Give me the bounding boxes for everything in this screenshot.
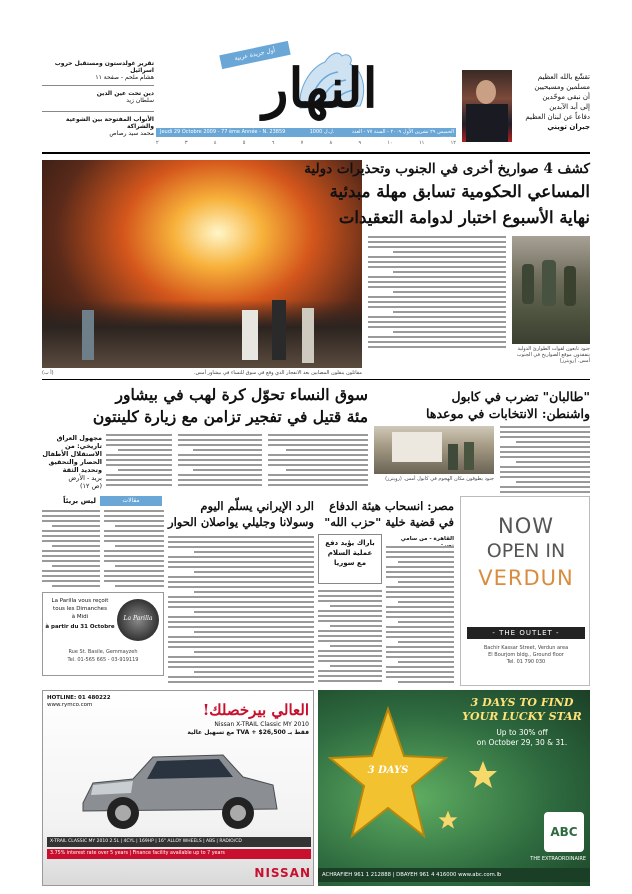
page-nav-item[interactable]: ٧ <box>300 140 304 146</box>
portrait-photo <box>462 70 512 142</box>
abc-line-3: Up to 30% off <box>496 728 548 737</box>
peshawar-body-mid <box>178 434 262 490</box>
iran-headline-1[interactable]: الرد الإيراني يسلّم اليوم <box>200 499 314 513</box>
masthead <box>0 0 632 150</box>
nissan-specs: X-TRAIL CLASSIC MY 2010 2.5L | 4CYL | 169HP | 16" ALLOY WHEELS | ABS | RADIO/CD <box>50 839 242 844</box>
abc-brand: ABC <box>550 825 578 839</box>
barak-box-line: مع سوريا <box>333 559 367 567</box>
teaser-item[interactable] <box>42 116 154 140</box>
opinion-label <box>100 496 162 506</box>
lead-photo-caption-text: مقاتلون ينقلون المصابين بعد الانفجار الذي وقع في سوق للنساء في بيشاور أمس. <box>193 370 362 376</box>
nissan-price: فقط بـ 26,500$ + TVA مع تسهيل عالية <box>187 729 309 736</box>
egypt-body-right <box>386 546 454 686</box>
page-nav-item[interactable]: ٣ <box>184 140 188 146</box>
outlet-brand: - THE OUTLET - <box>492 629 560 637</box>
nissan-finance: 3.75% interest rate over 5 years | Finance facility available up to 7 years <box>50 851 225 856</box>
page-nav-item[interactable]: ٢ <box>156 140 159 146</box>
teaser-line: إلى أبد الآبدين <box>549 103 590 111</box>
teaser-item[interactable] <box>42 60 154 86</box>
nissan-brand: NISSAN <box>254 866 311 880</box>
kabul-photo-caption <box>374 476 494 482</box>
lead-headline-2[interactable]: نهاية الأسبوع اختبار لدوامة التعقيدات <box>338 208 590 227</box>
teaser-line: مسلمين ومسيحيين <box>534 83 590 91</box>
abc-line-4: on October 29, 30 & 31. <box>476 738 568 747</box>
page-nav-item[interactable]: ١١ <box>418 140 425 146</box>
teaser-author: سلطان زيد <box>126 97 154 104</box>
nissan-website: www.rymco.com <box>47 702 93 708</box>
opinion-author[interactable]: ليس بريئاً <box>63 497 96 505</box>
iraq-box-line: الحصار والتحقيق <box>48 458 102 466</box>
ad-outlet[interactable] <box>460 496 590 686</box>
teaser-author: محمد سيد رصاص <box>109 130 154 137</box>
egypt-headline-2[interactable]: في قضية خلية "حزب الله" <box>324 515 454 529</box>
outlet-bar <box>467 627 585 639</box>
outlet-address-2: El Bourjom bldg., Ground floor <box>488 652 564 658</box>
iraq-box-page: (ص ١٢) <box>80 482 102 490</box>
kabul-photo[interactable] <box>374 426 494 474</box>
parilla-phone: Tel. 01-565 665 - 03-919119 <box>67 657 139 663</box>
abc-footer-bar <box>318 868 590 882</box>
lead-body-text <box>368 236 506 354</box>
opinion-label-text: مقالات <box>122 497 140 504</box>
lead-side-photo-credit: (رويترز) <box>559 358 577 364</box>
page-nav-item[interactable]: ١٠ <box>387 140 393 146</box>
barak-box-line: عملية السلام <box>327 549 373 557</box>
peshawar-headline-1[interactable]: سوق النساء تحوّل كرة لهب في بيشاور <box>115 385 368 404</box>
iraq-box-line: مجهول العراق <box>56 434 102 442</box>
page-nav <box>156 140 456 148</box>
kabul-photo-credit: (رويترز) <box>385 476 402 482</box>
iraq-box[interactable] <box>42 434 102 494</box>
teaser-title: تقرير غولدستون ومستقبل حروب اسرائيل <box>54 60 154 74</box>
lead-kicker[interactable]: كشف 4 صواريخ أخرى في الجنوب وتحذيرات دولية <box>304 161 590 177</box>
section-divider <box>42 379 590 380</box>
page-nav-item[interactable]: ٩ <box>358 140 362 146</box>
lead-headline-1[interactable]: المساعي الحكومية تسابق مهلة مبدئية <box>329 182 590 201</box>
barak-box-line: باراك يؤيد دفع <box>325 539 375 547</box>
teaser-line: دفاعاً عن لبنان العظيم <box>525 113 590 121</box>
page-nav-item[interactable]: ٥ <box>242 140 246 146</box>
outlet-line-3: VERDUN <box>478 566 574 590</box>
outlet-line-2: OPEN IN <box>486 540 566 562</box>
peshawar-body-right <box>268 434 368 490</box>
car-illustration <box>73 743 283 835</box>
lead-photo[interactable] <box>42 160 362 368</box>
logo-area[interactable] <box>200 48 440 122</box>
price: 1000 ل.ل. <box>309 129 335 135</box>
logo: النهار <box>262 56 378 120</box>
abc-footer: ACHRAFIEH 961 1 212888 | DBAYEH 961 4 416000 www.abc.com.lb <box>322 872 502 878</box>
teaser-right[interactable] <box>462 70 590 148</box>
small-star-icon <box>468 760 498 790</box>
abc-line-2: YOUR LUCKY STAR <box>462 710 582 723</box>
dateline: الخميس ٢٩ تشرين الأول ٢٠٠٩ - السنة ٧٧ - العدد ٢٣٨٥٩ <box>351 129 454 142</box>
page-nav-item[interactable]: ٤ <box>213 140 217 146</box>
parilla-logo-badge <box>117 599 159 641</box>
teaser-text <box>516 72 590 144</box>
teaser-line: أن نبقى موحّدين <box>542 93 590 101</box>
iran-body-text <box>168 536 314 686</box>
parilla-line-2: tous les Dimanches <box>53 606 107 612</box>
teaser-left <box>42 60 154 142</box>
outlet-phone: Tel. 01 790 030 <box>506 659 546 665</box>
masthead-divider <box>42 152 590 154</box>
kabul-caption-text: جنود يطوقون مكان الهجوم في كابول أمس. <box>403 476 494 482</box>
abc-logo <box>544 812 584 852</box>
lead-photo-caption <box>62 370 362 376</box>
lead-side-caption-text: جنود تابعون لقوات الطوارئ الدولية يتفقدون موقع الصواريخ في الجنوب أمس. <box>516 346 590 364</box>
page-nav-item[interactable]: ٦ <box>271 140 275 146</box>
parilla-logo: La Parilla <box>123 615 153 622</box>
lead-side-photo[interactable] <box>512 236 590 344</box>
dateline-bar <box>156 128 456 142</box>
iraq-box-line: وتحديد الثقة <box>62 466 102 474</box>
egypt-headline-1[interactable]: مصر: انسحاب هيئة الدفاع <box>329 499 454 513</box>
teaser-name: جبران تويني <box>547 123 590 131</box>
nissan-hotline: HOTLINE: 01 480222 <box>47 695 111 701</box>
abc-line-1: 3 DAYS TO FIND <box>470 696 574 709</box>
opinion-body-right <box>104 510 164 588</box>
lead-photo-credit: (أ ب) <box>42 370 54 376</box>
ad-parilla[interactable] <box>42 592 164 676</box>
kabul-body-text <box>500 426 590 498</box>
nissan-finance-bar <box>47 849 311 859</box>
ad-nissan[interactable] <box>42 690 314 886</box>
abc-brand-sub: THE EXTRAORDINAIRE <box>530 856 586 862</box>
peshawar-body-left <box>106 434 172 490</box>
nissan-specs-bar <box>47 837 311 847</box>
parilla-line-1: La Parilla vous reçoit <box>51 598 109 604</box>
lead-side-caption <box>512 346 590 364</box>
page-nav-item[interactable]: ٨ <box>329 140 333 146</box>
teaser-item[interactable] <box>42 90 154 112</box>
opinion-body-left <box>42 510 100 588</box>
outlet-line-1: NOW <box>497 514 554 538</box>
outlet-address-1: Bachir Kassar Street, Verdun area <box>483 645 569 651</box>
parilla-line-3: à Midi <box>71 614 89 620</box>
parilla-line-4: à partir du 31 Octobre <box>45 624 115 630</box>
small-star-icon <box>438 810 458 830</box>
iraq-box-line: الاستقلال الأطفال <box>42 450 102 458</box>
egypt-dateline: القاهرة - من سامي <box>400 536 454 542</box>
founded-tag: أول جريدة عربية <box>219 41 290 69</box>
iraq-box-line: تاريخي: من <box>64 442 102 450</box>
iran-headline-2[interactable]: وسولانا وجليلي يواصلان الحوار <box>168 515 314 529</box>
peshawar-headline-2[interactable]: مئة قتيل في تفجير تزامن مع زيارة كلينتون <box>92 407 368 426</box>
teaser-author: هشام ملحم - صفحة ١١ <box>95 74 154 81</box>
iraq-box-author: بريد - الأرض <box>68 474 102 482</box>
nissan-model: Nissan X-TRAIL Classic MY 2010 <box>214 721 309 728</box>
teaser-title: الأنواب المفتوحة بين الشوعية والشراكة <box>65 116 154 130</box>
dateline-fr: Jeudi 29 Octobre 2009 - 77 ème Année - N. 23859 <box>160 129 286 135</box>
barak-box[interactable] <box>318 534 382 584</box>
page-nav-item[interactable]: ١٢ <box>450 140 456 146</box>
teaser-title: دين تحت عين الدين <box>96 90 154 97</box>
kabul-headline-2[interactable]: واشنطن: الانتخابات في موعدها <box>426 406 590 421</box>
nissan-headline: العالي بيرخصلك! <box>202 701 309 719</box>
star-text: 3 DAYS <box>367 765 409 776</box>
kabul-headline-1[interactable]: "طالبان" تضرب في كابول <box>451 389 590 404</box>
teaser-line: تقشّع بالله العظيم <box>537 73 590 81</box>
parilla-address: Rue St. Basile, Gemmayzeh <box>68 649 138 655</box>
egypt-body-left <box>318 590 382 686</box>
ad-abc[interactable] <box>318 690 590 886</box>
